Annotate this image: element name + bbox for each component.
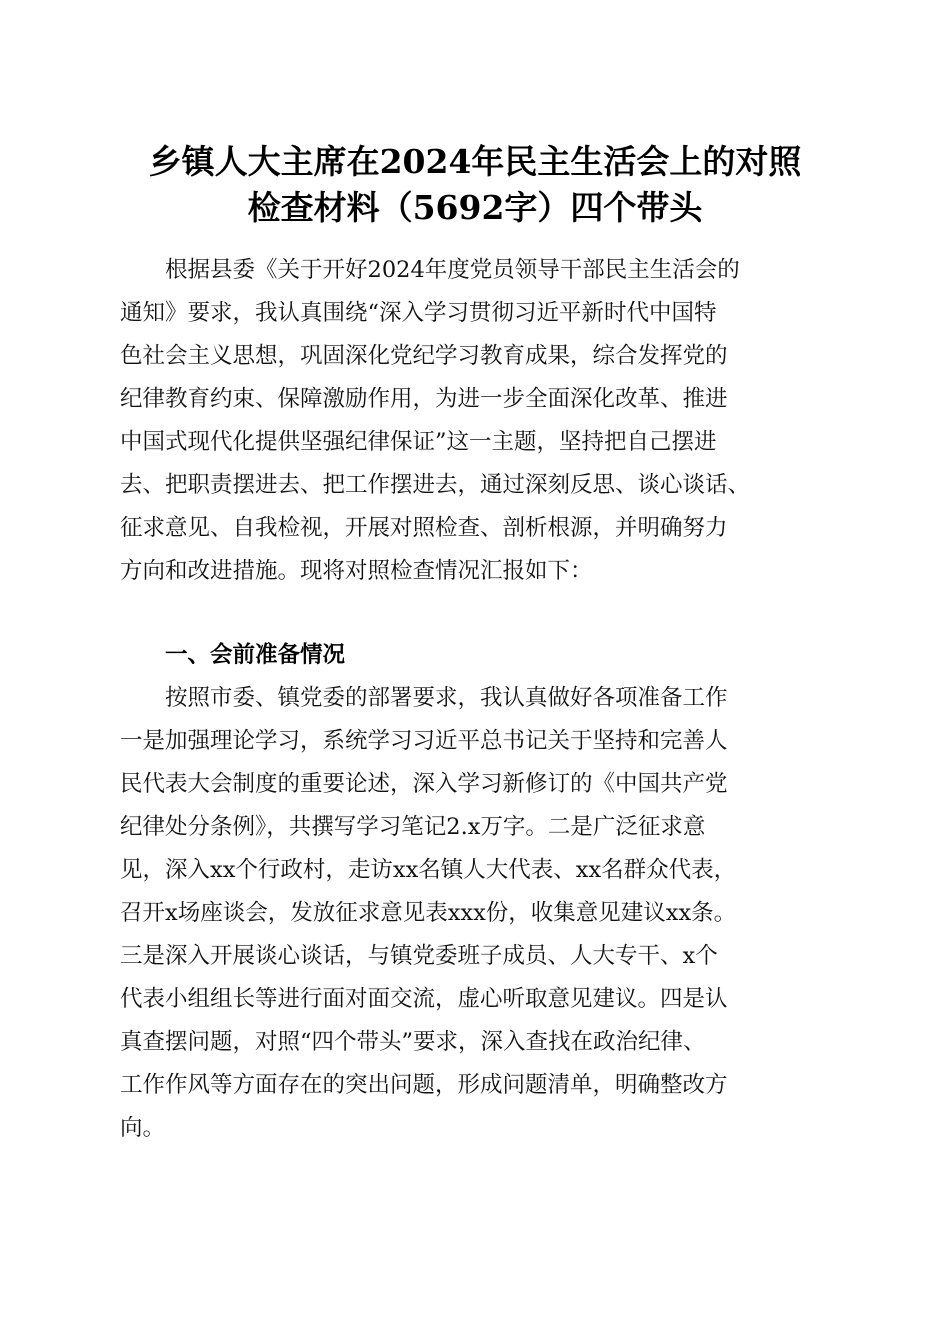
paragraph-line: 征求意见、自我检视，开展对照检查、剖析根源，并明确努力 [120, 515, 728, 541]
paragraph-line: 按照市委、镇党委的部署要求，我认真做好各项准备工作 [120, 685, 728, 711]
paragraph-line: 召开x场座谈会，发放征求意见表xxx份，收集意见建议xx条。 [120, 900, 737, 926]
paragraph-line: 三是深入开展谈心谈话，与镇党委班子成员、人大专干、x个 [120, 943, 718, 969]
paragraph-line: 中国式现代化提供坚强纪律保证”这一主题，坚持把自己摆进 [120, 429, 717, 455]
paragraph-line: 根据县委《关于开好2024年度党员领导干部民主生活会的 [120, 257, 740, 283]
paragraph-line: 代表小组组长等进行面对面交流，虚心听取意见建议。四是认 [120, 986, 728, 1012]
paragraph-line: 真查摆问题，对照“四个带头”要求，深入查找在政治纪律、 [120, 1029, 706, 1055]
paragraph-line: 纪律处分条例》，共撰写学习笔记2.x万字。二是广泛征求意 [120, 814, 706, 840]
paragraph-line: 通知》要求，我认真围绕“深入学习贯彻习近平新时代中国特 [120, 300, 717, 326]
paragraph-line: 见，深入xx个行政村，走访xx名镇人大代表、xx名群众代表， [120, 857, 737, 883]
paragraph-line: 方向和改进措施。现将对照检查情况汇报如下： [120, 558, 593, 584]
document-title-line-2: 检查材料（5692字）四个带头 [247, 188, 703, 227]
paragraph-line: 向。 [120, 1115, 166, 1141]
document-title-line-1: 乡镇人大主席在2024年民主生活会上的对照 [148, 142, 802, 181]
section-heading-meeting-preparation: 一、会前准备情况 [165, 642, 346, 668]
paragraph-line: 民代表大会制度的重要论述，深入学习新修订的《中国共产党 [120, 771, 728, 797]
paragraph-line: 去、把职责摆进去、把工作摆进去，通过深刻反思、谈心谈话、 [120, 472, 751, 498]
paragraph-line: 色社会主义思想，巩固深化党纪学习教育成果，综合发挥党的 [120, 343, 728, 369]
paragraph-line: 纪律教育约束、保障激励作用，为进一步全面深化改革、推进 [120, 386, 728, 412]
paragraph-line: 一是加强理论学习，系统学习习近平总书记关于坚持和完善人 [120, 728, 728, 754]
paragraph-line: 工作作风等方面存在的突出问题，形成问题清单，明确整改方 [120, 1072, 728, 1098]
